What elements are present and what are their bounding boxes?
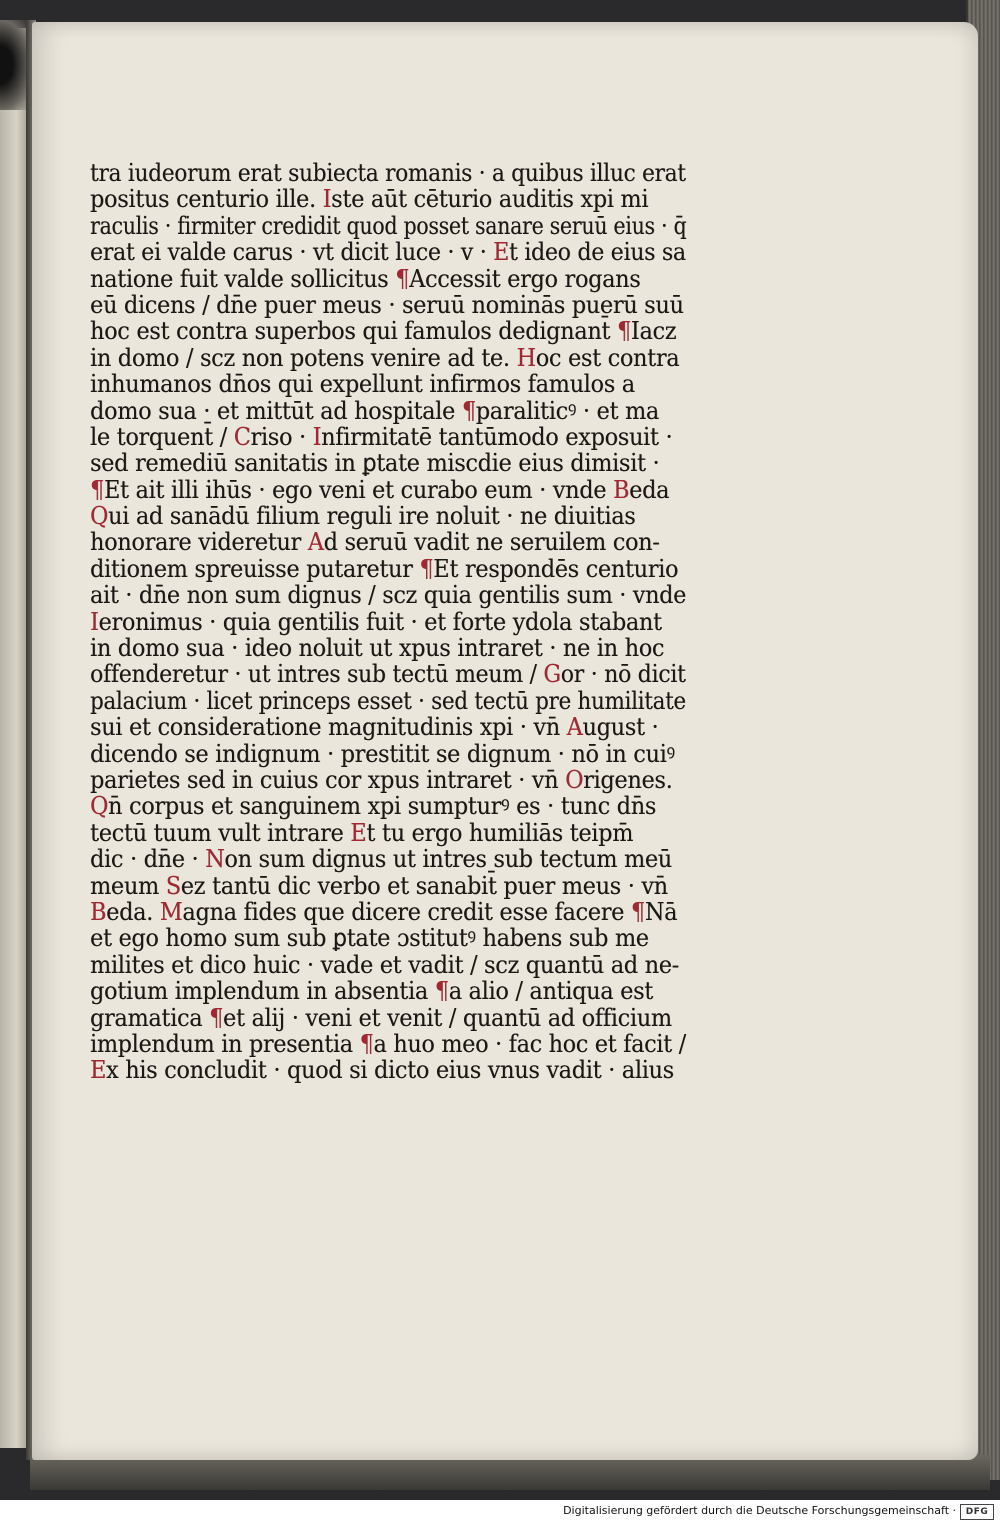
rubricated-initial: M: [159, 897, 183, 926]
text-run: et ego homo sum sub ꝑtate ɔstitutꝰ habens sub me: [90, 924, 649, 953]
text-line: [90, 793, 686, 819]
text-run: t ideo de eius sa: [508, 238, 686, 267]
text-line: [90, 398, 686, 424]
text-run: tra iudeorum erat subiecta romanis · a quibus illuc erat: [90, 159, 686, 187]
text-line: [90, 660, 686, 689]
dfg-logo: DFG: [960, 1504, 994, 1520]
rubricated-initial: E: [350, 818, 367, 847]
rubricated-initial: S: [165, 871, 181, 900]
rubricated-initial: ¶: [90, 475, 104, 504]
text-line: [90, 741, 686, 767]
text-run: ez tantū dic verbo et sanabit̄ puer meus · vn̄: [180, 871, 668, 900]
text-run: ste aūt cēturio auditis xpi mi: [331, 185, 649, 214]
text-line: [90, 371, 686, 397]
rubricated-initial: I: [322, 185, 332, 214]
text-run: riso ·: [250, 422, 313, 451]
text-run: Nā: [644, 897, 678, 926]
text-line: [90, 186, 686, 212]
text-line: [90, 345, 686, 371]
text-run: x his concludit · quod si dicto eius vnus vadit · alius: [106, 1056, 674, 1085]
text-run: eronimus · quia gentilis fuit · et forte ydola stabant: [98, 607, 662, 636]
text-run: erat ei valde carus · vt dicit luce · v ·: [90, 238, 494, 267]
text-run: positus centurio ille.: [90, 185, 323, 214]
text-run: natione fuit valde sollicitus: [90, 264, 396, 293]
text-run: offenderetur · ut intres sub tectū meum /: [90, 660, 544, 689]
text-run: gotium implendum in absentia: [90, 977, 435, 1006]
rubricated-initial: ¶: [461, 396, 476, 425]
text-run: sed remediū sanitatis in ꝑtate miscdie eius dimisit ·: [90, 449, 660, 478]
text-line: [90, 581, 686, 610]
rubricated-initial: ¶: [395, 264, 410, 293]
text-run: or · nō dicit: [560, 660, 686, 689]
rubricated-initial: Q: [90, 502, 109, 531]
rubricated-initial: ¶: [630, 897, 645, 926]
text-run: in domo / scz non potens venire ad te.: [90, 343, 517, 372]
text-run: raculis · firmiter credidit quod posset sanare seruū eius · q̄: [90, 211, 687, 240]
rubricated-initial: ¶: [616, 317, 631, 346]
text-run: d seruū vadit ne seruilem con-: [323, 528, 660, 557]
text-run: n̄ corpus et sanguinem xpi sumpturꝰ es · tunc dn̄s: [108, 792, 657, 821]
text-run: on sum dignus ut intres sub tectum meū: [224, 845, 672, 874]
text-run: dic · dn̄e ·: [90, 845, 206, 874]
text-line: [90, 529, 686, 555]
text-run: in domo sua · ideo noluit ut xpus intraret · ne in hoc: [90, 634, 665, 663]
text-line: [90, 873, 686, 899]
rubricated-initial: ¶: [434, 977, 449, 1006]
rubricated-initial: A: [566, 713, 583, 742]
rubricated-initial: A: [307, 528, 324, 557]
text-run: paraliticꝰ · et ma: [475, 396, 659, 425]
digitization-footer: [0, 1500, 1000, 1523]
text-line: [90, 1031, 684, 1057]
text-run: oc est contra: [535, 343, 680, 372]
text-run: Et ait illi ihūs · ego veni et curabo eum · vnde: [103, 475, 613, 504]
text-run: agna fides que dicere credit esse facere: [182, 897, 631, 926]
text-run: eda.: [106, 897, 160, 926]
rubricated-initial: B: [90, 897, 107, 926]
text-run: ditionem spreuisse putaretur: [90, 554, 420, 583]
text-run: nfirmitatē tantūmodo exposuit ·: [321, 422, 673, 451]
rubricated-initial: H: [516, 343, 536, 372]
text-line: [90, 686, 686, 715]
text-run: gramatica: [90, 1003, 210, 1032]
text-run: parietes sed in cuius cor xpus intraret · vn̄: [90, 765, 566, 794]
rubricated-initial: E: [90, 1056, 107, 1085]
text-line: [90, 1005, 686, 1031]
text-line: [90, 925, 686, 951]
rubricated-initial: G: [543, 660, 561, 689]
text-run: ui ad sanādū filium reguli ire noluit · ne diuitias: [108, 502, 636, 531]
text-line: [90, 714, 686, 740]
text-run: honorare videretur: [90, 528, 308, 557]
rubricated-initial: C: [233, 422, 251, 451]
text-line: [90, 292, 686, 318]
rubricated-initial: I: [90, 607, 99, 636]
text-line: [90, 1057, 686, 1083]
text-run: ait · dn̄e non sum dignus / scz quia gentilis sum · vnde: [90, 581, 686, 610]
text-line: [90, 767, 686, 793]
incunable-text-block: [90, 160, 730, 1084]
rubricated-initial: Q: [90, 792, 109, 821]
text-line: [90, 635, 686, 661]
text-line: [90, 266, 686, 292]
text-run: eū dicens / dn̄e puer meus · seruū nominās puerū suū: [90, 290, 684, 319]
text-run: le torquent̄ /: [90, 422, 234, 451]
text-run: hoc est contra superbos qui famulos dedignant̄: [90, 317, 617, 346]
text-line: [90, 609, 686, 635]
text-run: Et respondēs centurio: [433, 554, 679, 583]
text-line: [90, 978, 686, 1004]
text-line: [90, 820, 686, 846]
page-edges-bottom: [30, 1455, 990, 1490]
text-line: [90, 503, 686, 529]
text-run: Iacz: [630, 317, 677, 346]
text-line: [90, 159, 686, 187]
text-line: [90, 899, 686, 925]
text-run: implendum in presentia: [90, 1029, 360, 1058]
text-line: [90, 318, 686, 344]
text-line: [90, 450, 686, 476]
rubricated-initial: N: [205, 845, 225, 874]
text-run: dicendo se indignum · prestitit se dignum · nō in cuiꝰ: [90, 739, 675, 768]
text-run: a huo meo · fac hoc et facit /: [373, 1029, 686, 1058]
rubricated-initial: ¶: [419, 554, 434, 583]
text-line: [90, 477, 686, 503]
text-line: [90, 211, 687, 240]
rubricated-initial: O: [565, 765, 584, 794]
text-run: inhumanos dn̄os qui expellunt infirmos famulos a: [90, 370, 635, 399]
text-run: milites et dico huic · vade et vadit / scz quantū ad ne-: [90, 950, 679, 979]
rubricated-initial: I: [312, 422, 322, 451]
text-run: meum: [90, 871, 166, 900]
rubricated-initial: E: [493, 238, 509, 267]
text-line: [90, 846, 686, 872]
text-run: et alij · veni et venit / quantū ad officium: [223, 1003, 672, 1032]
text-line: [90, 424, 686, 450]
text-run: eda: [629, 475, 670, 504]
rubricated-initial: ¶: [359, 1029, 374, 1058]
text-run: palacium · licet princeps esset · sed tectū pre humilitate: [90, 686, 686, 715]
text-run: Accessit ergo rogans: [409, 264, 641, 293]
rubricated-initial: B: [612, 475, 630, 504]
text-run: domo sua · et mittūt ad hospitale: [90, 396, 462, 425]
text-line: [90, 556, 686, 582]
text-line: [90, 238, 686, 267]
text-run: tectū tuum vult intrare: [90, 818, 351, 847]
text-run: ugust ·: [582, 713, 659, 742]
text-run: rigenes.: [583, 765, 673, 794]
text-line: [90, 952, 686, 978]
footer-credit-text: Digitalisierung gefördert durch die Deutsche Forschungsgemeinschaft ·: [563, 1504, 956, 1517]
rubricated-initial: ¶: [209, 1003, 224, 1032]
text-run: t tu ergo humiliās teipm̄: [366, 818, 634, 847]
text-run: a alio / antiqua est: [448, 977, 653, 1006]
text-run: sui et consideratione magnitudinis xpi · vn̄: [90, 713, 567, 742]
